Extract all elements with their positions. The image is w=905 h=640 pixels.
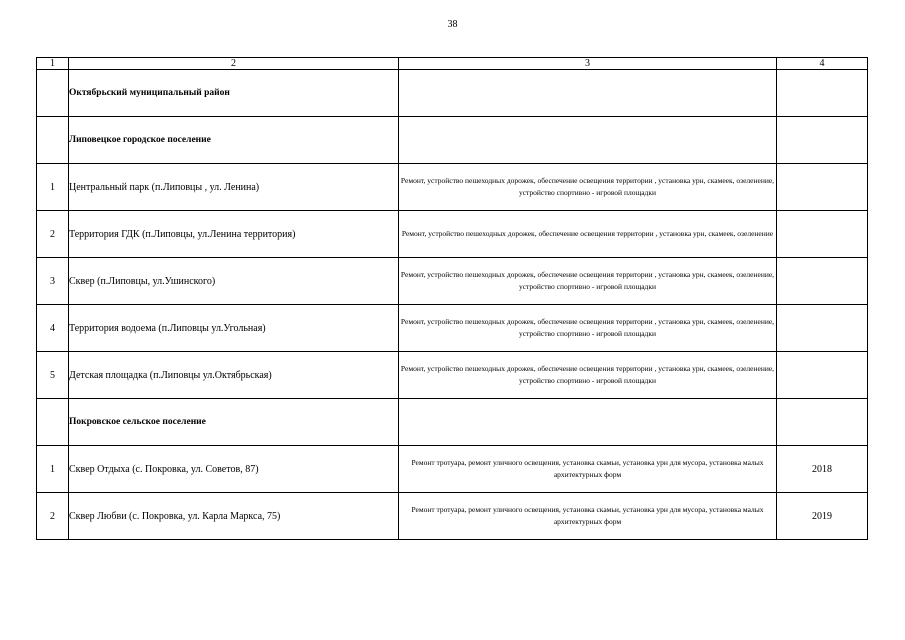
- row-number: [37, 117, 69, 164]
- row-number: 3: [37, 258, 69, 305]
- section-heading: Покровское сельское поселение: [69, 399, 399, 446]
- year-cell: [777, 399, 868, 446]
- table-row: [37, 70, 868, 117]
- row-number: 4: [37, 305, 69, 352]
- table-row: [37, 117, 868, 164]
- object-name: Сквер Отдыха (с. Покровка, ул. Советов, 87): [69, 446, 399, 493]
- row-number: 5: [37, 352, 69, 399]
- object-name: Территория водоема (п.Липовцы ул.Угольная): [69, 305, 399, 352]
- row-number: 1: [37, 446, 69, 493]
- year-cell: 2019: [777, 493, 868, 540]
- table-row: [37, 258, 868, 305]
- works-description: [399, 399, 777, 446]
- object-name: Сквер Любви (с. Покровка, ул. Карла Маркса, 75): [69, 493, 399, 540]
- table-row: [37, 493, 868, 540]
- table-header-row: [37, 58, 868, 70]
- year-cell: 2018: [777, 446, 868, 493]
- row-number: 2: [37, 493, 69, 540]
- works-description: [399, 117, 777, 164]
- data-table: [36, 57, 868, 540]
- section-heading: Октябрьский муниципальный район: [69, 70, 399, 117]
- works-description: Ремонт, устройство пешеходных дорожек, обеспечение освещения территории , установка урн, скамеек, озеленение, устройство спортивно - игровой площадки: [399, 164, 777, 211]
- table-row: [37, 446, 868, 493]
- works-description: Ремонт, устройство пешеходных дорожек, обеспечение освещения территории , установка урн, скамеек, озеленение: [399, 211, 777, 258]
- year-cell: [777, 164, 868, 211]
- object-name: Территория ГДК (п.Липовцы, ул.Ленина территория): [69, 211, 399, 258]
- column-header: 1: [37, 58, 69, 70]
- row-number: 1: [37, 164, 69, 211]
- section-heading: Липовецкое городское поселение: [69, 117, 399, 164]
- table-row: [37, 211, 868, 258]
- works-description: [399, 70, 777, 117]
- year-cell: [777, 211, 868, 258]
- table-row: [37, 352, 868, 399]
- works-description: Ремонт, устройство пешеходных дорожек, обеспечение освещения территории , установка урн, скамеек, озеленение, устройство спортивно - игровой площадки: [399, 258, 777, 305]
- row-number: 2: [37, 211, 69, 258]
- column-header: 4: [777, 58, 868, 70]
- works-description: Ремонт тротуара, ремонт уличного освещения, установка скамьи, установка урн для мусора, установка малых архитектурных форм: [399, 493, 777, 540]
- table-row: [37, 399, 868, 446]
- works-description: Ремонт тротуара, ремонт уличного освещения, установка скамьи, установка урн для мусора, установка малых архитектурных форм: [399, 446, 777, 493]
- table-row: [37, 164, 868, 211]
- table-row: [37, 305, 868, 352]
- year-cell: [777, 70, 868, 117]
- year-cell: [777, 352, 868, 399]
- works-description: Ремонт, устройство пешеходных дорожек, обеспечение освещения территории , установка урн, скамеек, озеленение, устройство спортивно - игровой площадки: [399, 352, 777, 399]
- year-cell: [777, 305, 868, 352]
- row-number: [37, 399, 69, 446]
- works-description: Ремонт, устройство пешеходных дорожек, обеспечение освещения территории , установка урн, скамеек, озеленение, устройство спортивно - игровой площадки: [399, 305, 777, 352]
- page-number: 38: [447, 19, 458, 30]
- column-header: 3: [399, 58, 777, 70]
- row-number: [37, 70, 69, 117]
- year-cell: [777, 117, 868, 164]
- object-name: Сквер (п.Липовцы, ул.Ушинского): [69, 258, 399, 305]
- object-name: Центральный парк (п.Липовцы , ул. Ленина): [69, 164, 399, 211]
- column-header: 2: [69, 58, 399, 70]
- object-name: Детская площадка (п.Липовцы ул.Октябрьская): [69, 352, 399, 399]
- year-cell: [777, 258, 868, 305]
